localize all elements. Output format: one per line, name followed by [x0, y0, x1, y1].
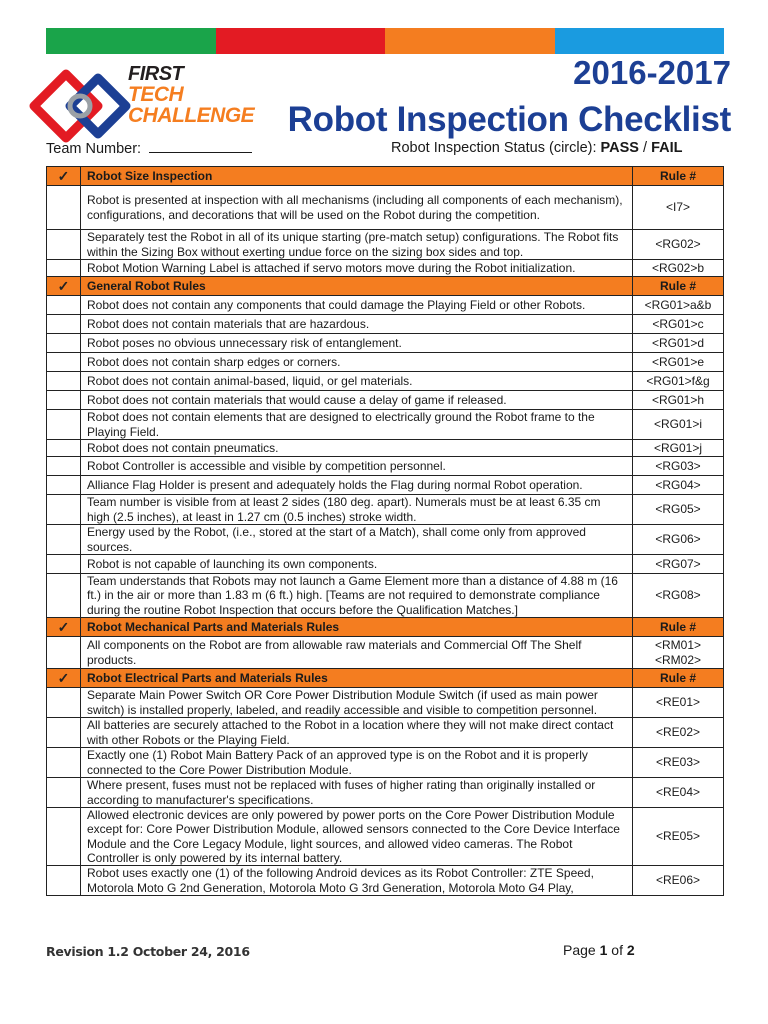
rule-reference: <RG08> — [633, 574, 724, 618]
checkbox-cell[interactable] — [47, 260, 81, 277]
rule-column-header: Rule # — [633, 669, 724, 688]
checkbox-cell[interactable] — [47, 315, 81, 334]
checklist-row — [47, 372, 724, 391]
section-header-row — [47, 669, 724, 688]
requirement-text: All batteries are securely attached to the Robot in a location where they will not make direct contact with other Robots or the Playing Field. — [81, 718, 633, 748]
rule-reference: <RE01> — [633, 688, 724, 718]
requirement-text: Allowed electronic devices are only powered by power ports on the Core Power Distribution Module except for: Core Power Distribution Module, allowed sensors connected to the Core Device Interface Module and the Core Legacy Module, light sources, and allowed video cameras. The Robot Controller is only powered by its internal battery. — [81, 808, 633, 866]
inspection-checklist-table — [46, 166, 724, 896]
rule-reference: <RG01>i — [633, 410, 724, 440]
checklist-row — [47, 718, 724, 748]
checkbox-cell[interactable] — [47, 495, 81, 525]
requirement-text: Energy used by the Robot, (i.e., stored at the start of a Match), shall come only from approved sources. — [81, 525, 633, 555]
checklist-row — [47, 748, 724, 778]
checklist-row — [47, 866, 724, 896]
color-bar-red — [216, 28, 386, 54]
checkbox-cell[interactable] — [47, 410, 81, 440]
rule-reference: <RM01> <RM02> — [633, 637, 724, 669]
checkbox-cell[interactable] — [47, 808, 81, 866]
requirement-text: Separately test the Robot in all of its unique starting (pre-match setup) configurations. The Robot fits within the Sizing Box without exerting undue force on the sizing box sides and top. — [81, 230, 633, 260]
requirement-text: Robot does not contain sharp edges or corners. — [81, 353, 633, 372]
rule-reference: <RE05> — [633, 808, 724, 866]
section-title: General Robot Rules — [81, 277, 633, 296]
rule-column-header: Rule # — [633, 618, 724, 637]
requirement-text: All components on the Robot are from allowable raw materials and Commercial Off The Shelf products. — [81, 637, 633, 669]
header-color-bar — [46, 28, 724, 54]
requirement-text: Robot does not contain animal-based, liquid, or gel materials. — [81, 372, 633, 391]
rule-reference: <RG01>j — [633, 440, 724, 457]
checkbox-cell[interactable] — [47, 296, 81, 315]
checklist-row — [47, 296, 724, 315]
checklist-body — [47, 167, 724, 896]
status-label: Robot Inspection Status (circle): — [391, 140, 597, 156]
revision-footer: Revision 1.2 October 24, 2016 — [46, 944, 250, 959]
rule-reference: <I7> — [633, 186, 724, 230]
requirement-text: Robot uses exactly one (1) of the following Android devices as its Robot Controller: ZTE Speed, Motorola Moto G 2nd Generation, Motorola Moto G 3rd Generation, Motorola Moto G4 Play, — [81, 866, 633, 896]
checkbox-cell[interactable] — [47, 372, 81, 391]
status-pass-option[interactable]: PASS — [600, 140, 639, 156]
checklist-row — [47, 230, 724, 260]
requirement-text: Team number is visible from at least 2 sides (180 deg. apart). Numerals must be at least 6.35 cm high (2.5 inches), at least in 1.27 cm (0.5 inches) stroke width. — [81, 495, 633, 525]
season-year: 2016-2017 — [573, 54, 731, 91]
checklist-row — [47, 391, 724, 410]
logo-tech: TECH — [128, 83, 184, 106]
requirement-text: Where present, fuses must not be replaced with fuses of higher rating than originally installed or according to manufacturer's specifications. — [81, 778, 633, 808]
requirement-text: Robot does not contain pneumatics. — [81, 440, 633, 457]
requirement-text: Separate Main Power Switch OR Core Power Distribution Module Switch (if used as main power switch) is installed properly, labeled, and readily accessible and visible to competition personnel. — [81, 688, 633, 718]
rule-reference: <RG01>f&g — [633, 372, 724, 391]
rule-reference: <RE04> — [633, 778, 724, 808]
rule-reference: <RG04> — [633, 476, 724, 495]
checkbox-cell[interactable] — [47, 476, 81, 495]
rule-reference: <RG01>e — [633, 353, 724, 372]
checklist-row — [47, 637, 724, 669]
checklist-row — [47, 457, 724, 476]
team-number-blank[interactable] — [149, 140, 252, 153]
document-title: Robot Inspection Checklist — [287, 100, 731, 139]
rule-reference: <RE06> — [633, 866, 724, 896]
checkbox-cell[interactable] — [47, 334, 81, 353]
checklist-row — [47, 260, 724, 277]
checkbox-cell[interactable] — [47, 440, 81, 457]
requirement-text: Robot does not contain materials that are hazardous. — [81, 315, 633, 334]
checkbox-cell[interactable] — [47, 525, 81, 555]
checklist-row — [47, 440, 724, 457]
checkbox-cell[interactable] — [47, 230, 81, 260]
page-number-footer — [563, 942, 635, 958]
rule-reference: <RG02> — [633, 230, 724, 260]
requirement-text: Team understands that Robots may not launch a Game Element more than a distance of 4.88 m (16 ft.) in the air or more than 1.83 m (6 ft.) high. [Teams are not required to demonstrate compliance during the routine Robot Inspection that occurs before the Qualification Matches.] — [81, 574, 633, 618]
checkbox-cell[interactable] — [47, 574, 81, 618]
checklist-row — [47, 495, 724, 525]
logo-first: FIRST — [128, 63, 184, 85]
section-title: Robot Electrical Parts and Materials Rules — [81, 669, 633, 688]
checkbox-cell[interactable] — [47, 688, 81, 718]
rule-reference: <RG01>a&b — [633, 296, 724, 315]
rule-reference: <RG06> — [633, 525, 724, 555]
checkbox-cell[interactable] — [47, 457, 81, 476]
checklist-row — [47, 476, 724, 495]
checkbox-cell[interactable] — [47, 186, 81, 230]
color-bar-orange — [385, 28, 555, 54]
page-of: of — [611, 942, 623, 958]
rule-reference: <RG01>c — [633, 315, 724, 334]
color-bar-blue — [555, 28, 725, 54]
section-header-row — [47, 618, 724, 637]
requirement-text: Robot is presented at inspection with all mechanisms (including all components of each mechanism), configurations, and decorations that will be used on the Robot during the competition. — [81, 186, 633, 230]
checklist-row — [47, 555, 724, 574]
page-current: 1 — [599, 942, 608, 958]
logo-challenge: CHALLENGE — [128, 104, 255, 127]
rule-reference: <RG03> — [633, 457, 724, 476]
checklist-row — [47, 410, 724, 440]
checklist-row — [47, 315, 724, 334]
rule-reference: <RG01>h — [633, 391, 724, 410]
rule-reference: <RG05> — [633, 495, 724, 525]
checklist-row — [47, 688, 724, 718]
section-header-row — [47, 277, 724, 296]
checkbox-cell[interactable] — [47, 748, 81, 778]
checkbox-cell[interactable] — [47, 353, 81, 372]
page-label: Page — [563, 942, 596, 958]
checkbox-cell[interactable] — [47, 555, 81, 574]
team-number-line — [46, 140, 252, 157]
rule-column-header: Rule # — [633, 167, 724, 186]
rule-reference: <RG02>b — [633, 260, 724, 277]
section-check-icon: ✓ — [47, 669, 81, 688]
status-fail-option[interactable]: FAIL — [651, 140, 683, 156]
rule-reference: <RE02> — [633, 718, 724, 748]
checklist-row — [47, 334, 724, 353]
requirement-text: Robot does not contain materials that would cause a delay of game if released. — [81, 391, 633, 410]
section-title: Robot Size Inspection — [81, 167, 633, 186]
section-check-icon: ✓ — [47, 167, 81, 186]
checkbox-cell[interactable] — [47, 718, 81, 748]
checklist-row — [47, 186, 724, 230]
requirement-text: Robot is not capable of launching its own components. — [81, 555, 633, 574]
requirement-text: Robot does not contain any components that could damage the Playing Field or other Robots. — [81, 296, 633, 315]
section-title: Robot Mechanical Parts and Materials Rules — [81, 618, 633, 637]
checklist-row — [47, 353, 724, 372]
checklist-row — [47, 525, 724, 555]
inspection-status-line — [391, 140, 682, 156]
rule-reference: <RG01>d — [633, 334, 724, 353]
checklist-row — [47, 808, 724, 866]
checkbox-cell[interactable] — [47, 637, 81, 669]
page-total: 2 — [626, 942, 635, 958]
checklist-row — [47, 574, 724, 618]
requirement-text: Robot Motion Warning Label is attached if servo motors move during the Robot initialization. — [81, 260, 633, 277]
color-bar-green — [46, 28, 216, 54]
requirement-text: Robot does not contain elements that are designed to electrically ground the Robot frame to the Playing Field. — [81, 410, 633, 440]
requirement-text: Robot Controller is accessible and visible by competition personnel. — [81, 457, 633, 476]
checkbox-cell[interactable] — [47, 778, 81, 808]
section-check-icon: ✓ — [47, 277, 81, 296]
checklist-row — [47, 778, 724, 808]
status-separator: / — [643, 140, 648, 156]
requirement-text: Alliance Flag Holder is present and adequately holds the Flag during normal Robot operation. — [81, 476, 633, 495]
rule-reference: <RE03> — [633, 748, 724, 778]
section-header-row — [47, 167, 724, 186]
team-number-label: Team Number: — [46, 141, 142, 157]
checkbox-cell[interactable] — [47, 391, 81, 410]
logo-wordmark — [128, 64, 254, 126]
requirement-text: Robot poses no obvious unnecessary risk of entanglement. — [81, 334, 633, 353]
checkbox-cell[interactable] — [47, 866, 81, 896]
rule-column-header: Rule # — [633, 277, 724, 296]
rule-reference: <RG07> — [633, 555, 724, 574]
section-check-icon: ✓ — [47, 618, 81, 637]
requirement-text: Exactly one (1) Robot Main Battery Pack of an approved type is on the Robot and it is properly connected to the Core Power Distribution Module. — [81, 748, 633, 778]
